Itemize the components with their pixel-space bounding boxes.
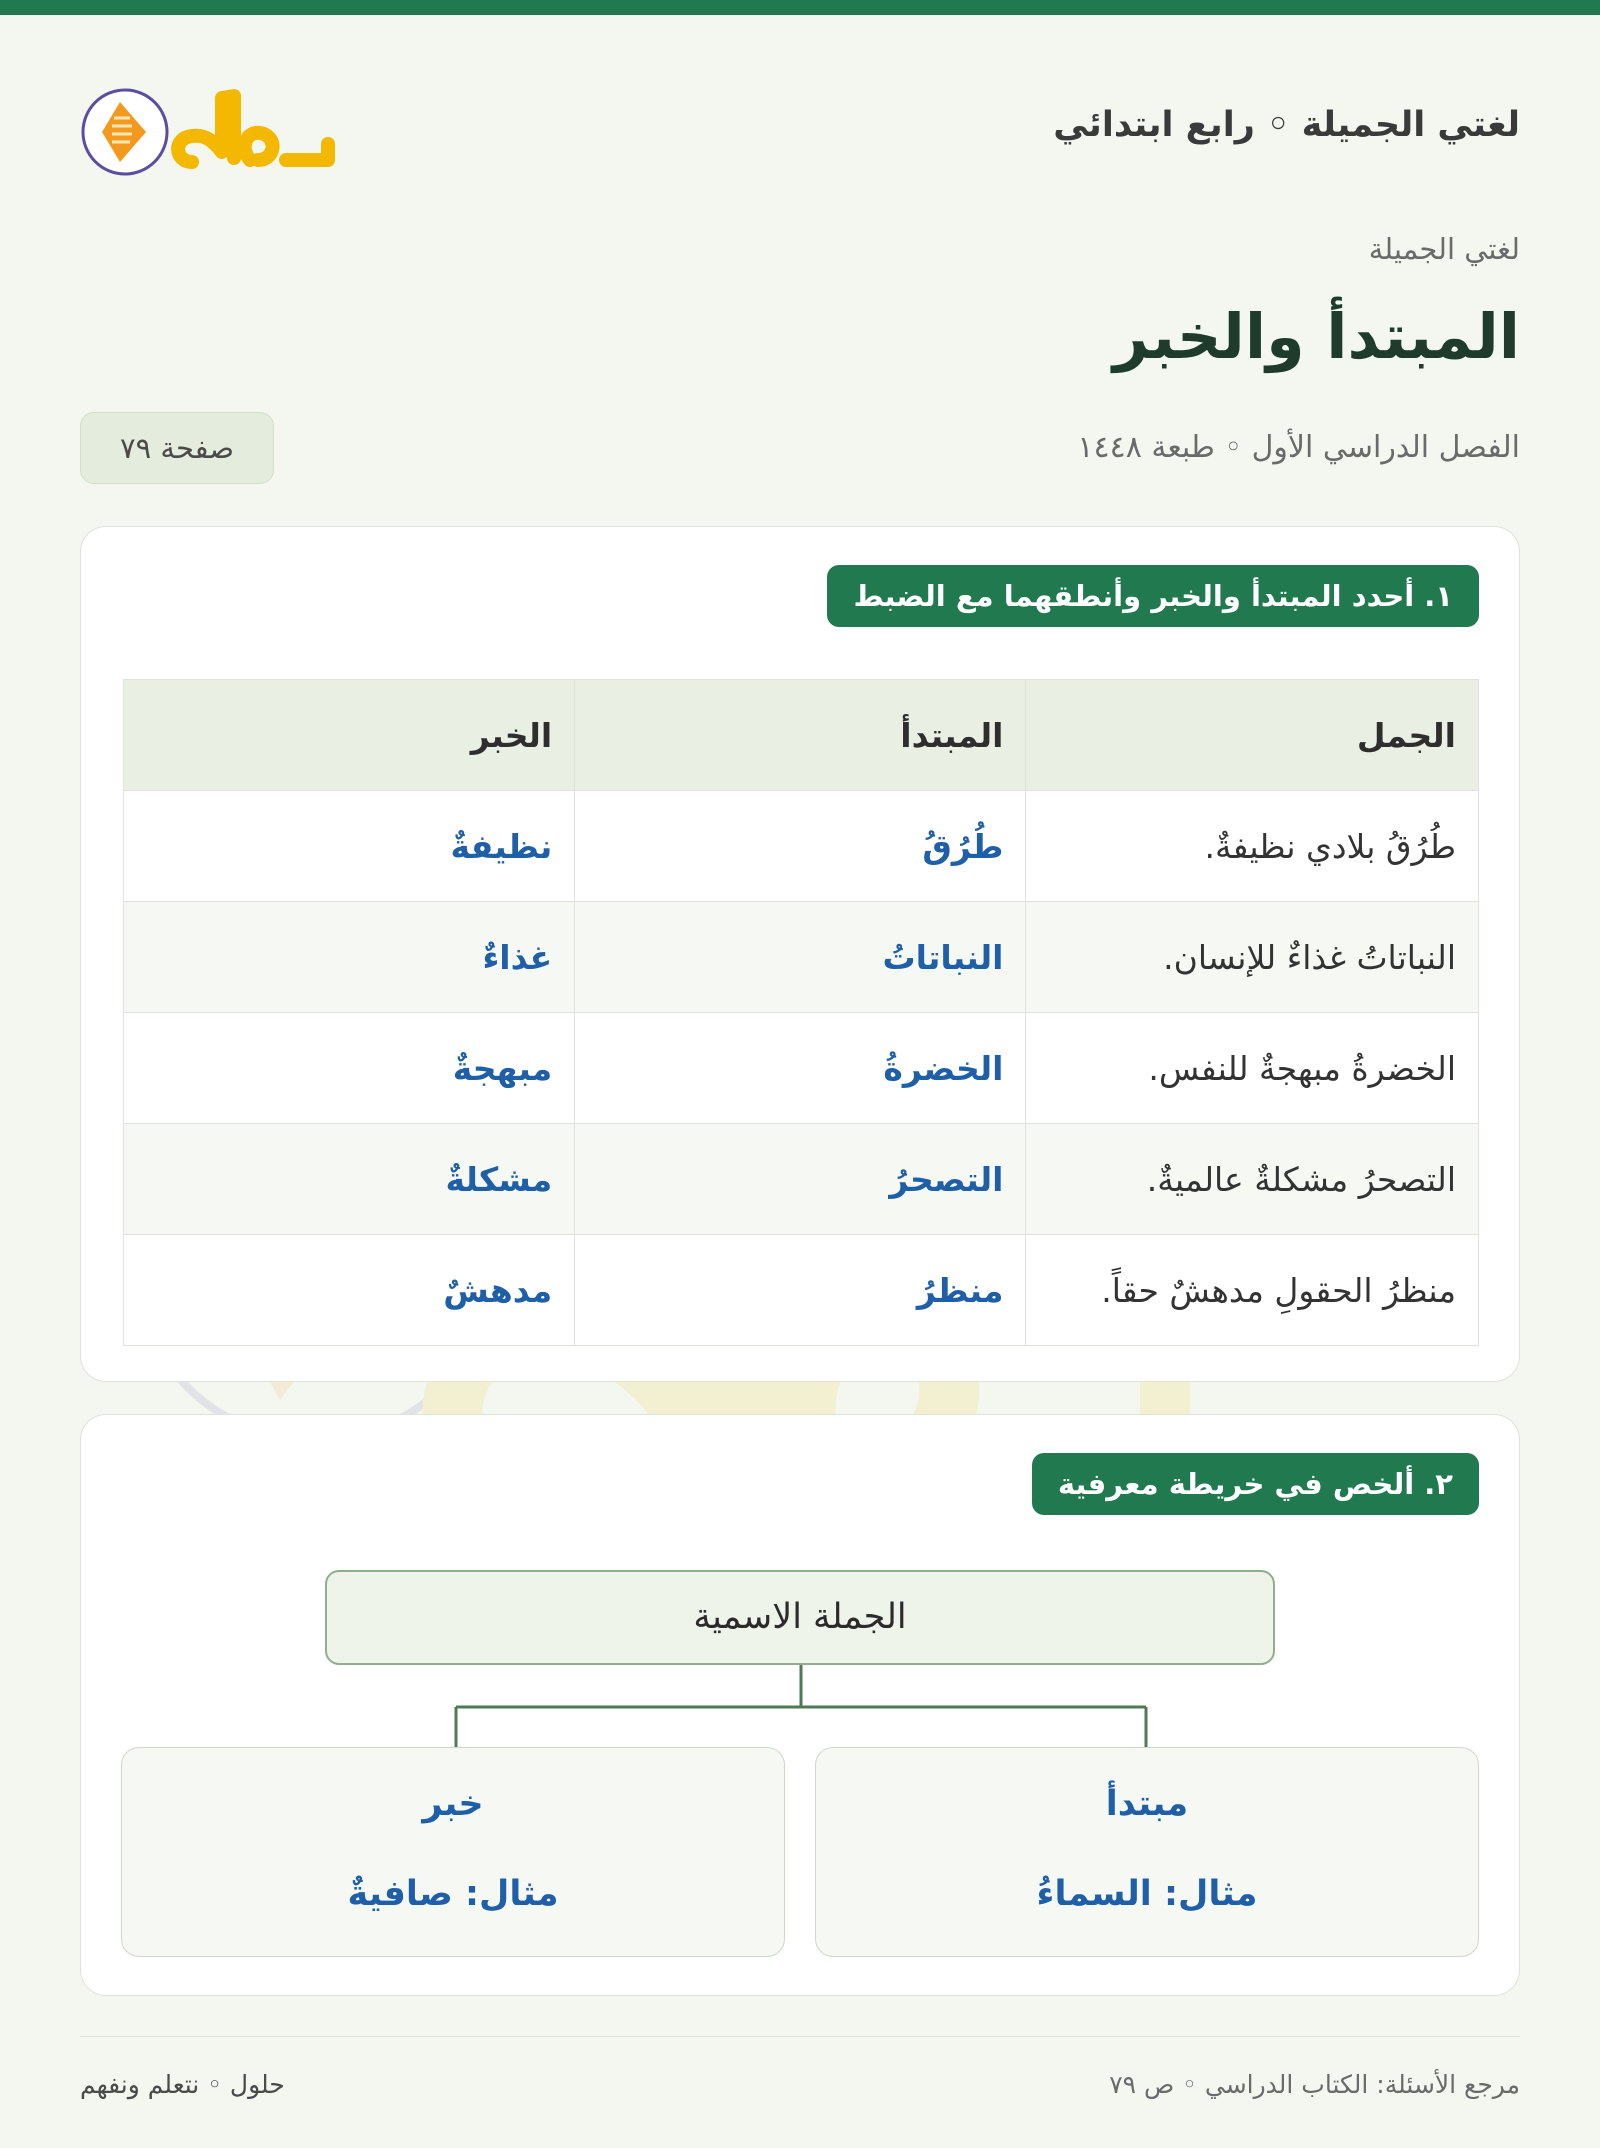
table-row xyxy=(124,1235,1479,1346)
mubtada-answer: التصحرُ xyxy=(575,1124,1026,1235)
exercise-1-card xyxy=(80,526,1520,1382)
table-header-row xyxy=(124,680,1479,791)
top-accent-bar xyxy=(0,0,1600,15)
khabar-answer: نظيفةٌ xyxy=(124,791,575,902)
sentence-cell: النباتاتُ غذاءٌ للإنسان. xyxy=(1026,902,1479,1013)
node-label: خبر xyxy=(422,1784,484,1824)
column-header-mubtada: المبتدأ xyxy=(575,680,1026,791)
exercise-2-card xyxy=(80,1414,1520,1996)
footer-tagline: حلول ◦ نتعلم ونفهم xyxy=(80,2070,285,2099)
column-header-sentences: الجمل xyxy=(1026,680,1479,791)
khabar-answer: مبهجةٌ xyxy=(124,1013,575,1124)
khabar-answer: مدهشٌ xyxy=(124,1235,575,1346)
mubtada-khabar-table xyxy=(123,679,1479,1346)
node-example: مثال: صافيةٌ xyxy=(347,1874,559,1914)
node-example: مثال: السماءُ xyxy=(1036,1874,1258,1914)
table-row xyxy=(124,791,1479,902)
concept-node-khabar xyxy=(121,1747,785,1957)
column-header-khabar: الخبر xyxy=(124,680,575,791)
sentence-cell: التصحرُ مشكلةٌ عالميةٌ. xyxy=(1026,1124,1479,1235)
sentence-cell: الخضرةُ مبهجةٌ للنفس. xyxy=(1026,1013,1479,1124)
exercise-2-title: ٢. ألخص في خريطة معرفية xyxy=(1032,1453,1479,1515)
hulool-logo xyxy=(80,70,360,190)
exercise-1-title: ١. أحدد المبتدأ والخبر وأنطقهما مع الضبط xyxy=(827,565,1479,627)
footer-divider xyxy=(80,2036,1520,2037)
mubtada-answer: الخضرةُ xyxy=(575,1013,1026,1124)
khabar-answer: مشكلةٌ xyxy=(124,1124,575,1235)
mubtada-answer: طُرُقُ xyxy=(575,791,1026,902)
mubtada-answer: منظرُ xyxy=(575,1235,1026,1346)
concept-node-mubtada xyxy=(815,1747,1479,1957)
table-row xyxy=(124,1124,1479,1235)
sentence-cell: منظرُ الحقولِ مدهشٌ حقاً. xyxy=(1026,1235,1479,1346)
mubtada-answer: النباتاتُ xyxy=(575,902,1026,1013)
khabar-answer: غذاءٌ xyxy=(124,902,575,1013)
concept-map-root: الجملة الاسمية xyxy=(325,1570,1275,1665)
footer-reference: مرجع الأسئلة: الكتاب الدراسي ◦ ص ٧٩ xyxy=(1109,2070,1520,2099)
brand-title: لغتي الجميلة ◦ رابع ابتدائي xyxy=(1053,105,1520,145)
subject-label: لغتي الجميلة xyxy=(1368,232,1520,266)
sentence-cell: طُرُقُ بلادي نظيفةٌ. xyxy=(1026,791,1479,902)
node-label: مبتدأ xyxy=(1105,1784,1189,1824)
page-number-badge: صفحة ٧٩ xyxy=(80,412,274,484)
lesson-title: المبتدأ والخبر xyxy=(1113,300,1520,373)
term-info: الفصل الدراسي الأول ◦ طبعة ١٤٤٨ xyxy=(1077,430,1520,465)
table-row xyxy=(124,902,1479,1013)
table-row xyxy=(124,1013,1479,1124)
page-header xyxy=(80,70,1520,190)
